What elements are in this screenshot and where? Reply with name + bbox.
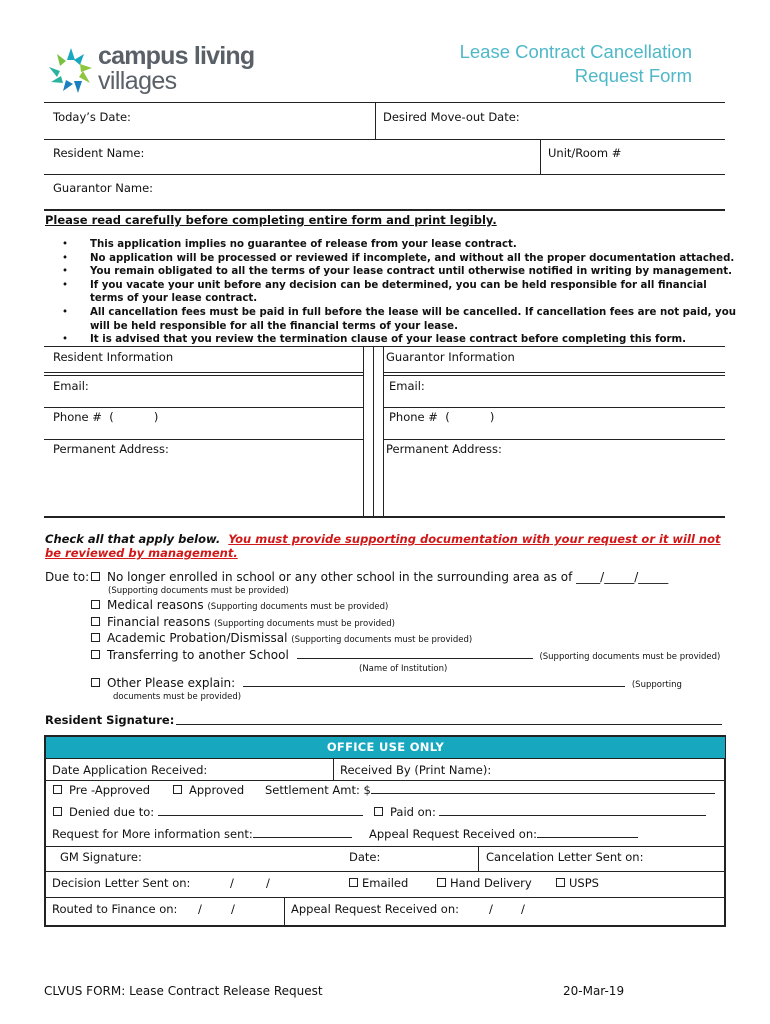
gm-signature-field[interactable]: GM Signature: [60, 850, 142, 864]
more-info-field[interactable]: Request for More information sent: [52, 827, 352, 841]
checkbox[interactable] [437, 878, 446, 887]
move-out-date-field[interactable]: Desired Move-out Date: [383, 110, 520, 124]
footer-date: 20-Mar-19 [563, 984, 625, 998]
footer-form-name: CLVUS FORM: Lease Contract Release Request [44, 984, 323, 998]
option-financial[interactable]: Financial reasons (Supporting documents must be provided) [91, 615, 395, 629]
checkbox[interactable] [374, 807, 383, 816]
list-item: • If you vacate your unit before any decision can be determined, you can be held responsible for all financial terms of your lease contract. [62, 279, 707, 305]
checkbox[interactable] [53, 807, 62, 816]
checkbox[interactable] [91, 572, 100, 581]
unit-room-field[interactable]: Unit/Room # [548, 146, 622, 160]
guarantor-info-header: Guarantor Information [386, 350, 515, 364]
appeal-received-field[interactable]: Appeal Request Received on: [369, 827, 638, 841]
received-by-field[interactable]: Received By (Print Name): [340, 763, 492, 777]
decision-slash-1: / [230, 876, 234, 890]
office-use-bar: OFFICE USE ONLY [46, 737, 725, 758]
company-logo [46, 40, 255, 98]
form-title [460, 40, 692, 88]
settlement-amount-field[interactable]: Settlement Amt: $ [265, 783, 715, 797]
guarantor-email-field[interactable]: Email: [389, 379, 425, 393]
routed-slash-1: / [198, 902, 202, 916]
usps-option[interactable]: USPS [556, 876, 599, 890]
decision-letter-field[interactable]: Decision Letter Sent on: [52, 876, 191, 890]
list-item: • All cancellation fees must be paid in full before the lease will be cancelled. If cancellation fees are not paid, you will be held responsible for all the financial terms of your lease. [62, 306, 736, 332]
appeal-received-field-2[interactable]: Appeal Request Received on: [291, 902, 459, 916]
logo-mark-icon [46, 46, 96, 96]
documentation-warning: You must provide supporting documentation with your request or it will not [228, 532, 721, 546]
checkbox[interactable] [91, 633, 100, 642]
notice-bullets [62, 238, 737, 347]
option-transferring[interactable]: Transferring to another School (Supporting documents must be provided) [91, 648, 720, 662]
option-medical[interactable]: Medical reasons (Supporting documents must be provided) [91, 598, 388, 612]
form-title-line1: Lease Contract Cancellation [459, 41, 692, 62]
resident-name-field[interactable]: Resident Name: [53, 146, 145, 160]
guarantor-address-field[interactable]: Permanent Address: [386, 442, 502, 456]
documentation-warning-cont: be reviewed by management. [45, 546, 238, 560]
paid-on-option[interactable]: Paid on: [374, 805, 706, 819]
list-item: • It is advised that you review the termination clause of your lease contract before completing this form. [62, 334, 686, 346]
resident-address-field[interactable]: Permanent Address: [53, 442, 169, 456]
resident-email-field[interactable]: Email: [53, 379, 89, 393]
option-other[interactable]: Other Please explain: (Supporting [91, 676, 682, 690]
checkbox[interactable] [91, 650, 100, 659]
decision-slash-2: / [266, 876, 270, 890]
guarantor-phone-field[interactable]: Phone # ( ) [389, 410, 495, 424]
institution-caption: (Name of Institution) [359, 664, 448, 674]
resident-signature-label: Resident Signature: [45, 713, 175, 727]
checkbox[interactable] [173, 785, 182, 794]
supporting-note-tail: documents must be provided) [113, 692, 242, 702]
resident-info-header: Resident Information [53, 350, 174, 364]
option-not-enrolled[interactable]: No longer enrolled in school or any other school in the surrounding area as of ____/_____/_____ [91, 570, 668, 584]
emailed-option[interactable]: Emailed [349, 876, 408, 890]
gm-date-field[interactable]: Date: [349, 850, 381, 864]
pre-approved-option[interactable]: Pre -Approved [53, 783, 150, 797]
routed-finance-field[interactable]: Routed to Finance on: [52, 902, 178, 916]
logo-text-line1: campus living [98, 42, 255, 70]
routed-slash-2: / [231, 902, 235, 916]
checkbox[interactable] [91, 600, 100, 609]
form-title-line2: Request Form [574, 65, 692, 86]
cancelation-letter-field[interactable]: Cancelation Letter Sent on: [486, 850, 644, 864]
due-to-label: Due to: [45, 570, 90, 584]
logo-text-line2: villages [98, 67, 177, 95]
resident-phone-field[interactable]: Phone # ( ) [53, 410, 159, 424]
appeal-slash-2: / [521, 902, 525, 916]
today-date-field[interactable]: Today’s Date: [53, 110, 131, 124]
checkbox[interactable] [91, 617, 100, 626]
institution-line[interactable] [297, 658, 533, 659]
hand-delivery-option[interactable]: Hand Delivery [437, 876, 532, 890]
option-academic[interactable]: Academic Probation/Dismissal (Supporting documents must be provided) [91, 631, 472, 645]
list-item: • No application will be processed or reviewed if incomplete, and without all the proper documentation attached. [62, 252, 735, 264]
checkbox[interactable] [53, 785, 62, 794]
checkbox[interactable] [349, 878, 358, 887]
explain-line[interactable] [243, 686, 625, 687]
checkbox[interactable] [91, 678, 100, 687]
appeal-slash-1: / [489, 902, 493, 916]
supporting-note: (Supporting documents must be provided) [108, 586, 289, 596]
guarantor-name-field[interactable]: Guarantor Name: [53, 181, 154, 195]
checkbox[interactable] [556, 878, 565, 887]
check-section-heading: Check all that apply below. You must provide supporting documentation with your request or it will not [45, 532, 721, 546]
resident-signature-line[interactable] [176, 724, 722, 725]
notice-heading: Please read carefully before completing entire form and print legibly. [45, 213, 497, 227]
list-item: • This application implies no guarantee of release from your lease contract. [62, 239, 517, 250]
date-received-field[interactable]: Date Application Received: [52, 763, 208, 777]
list-item: • You remain obligated to all the terms of your lease contract until otherwise notified in writing by management. [62, 266, 732, 278]
denied-option[interactable]: Denied due to: [53, 805, 363, 819]
approved-option[interactable]: Approved [173, 783, 244, 797]
